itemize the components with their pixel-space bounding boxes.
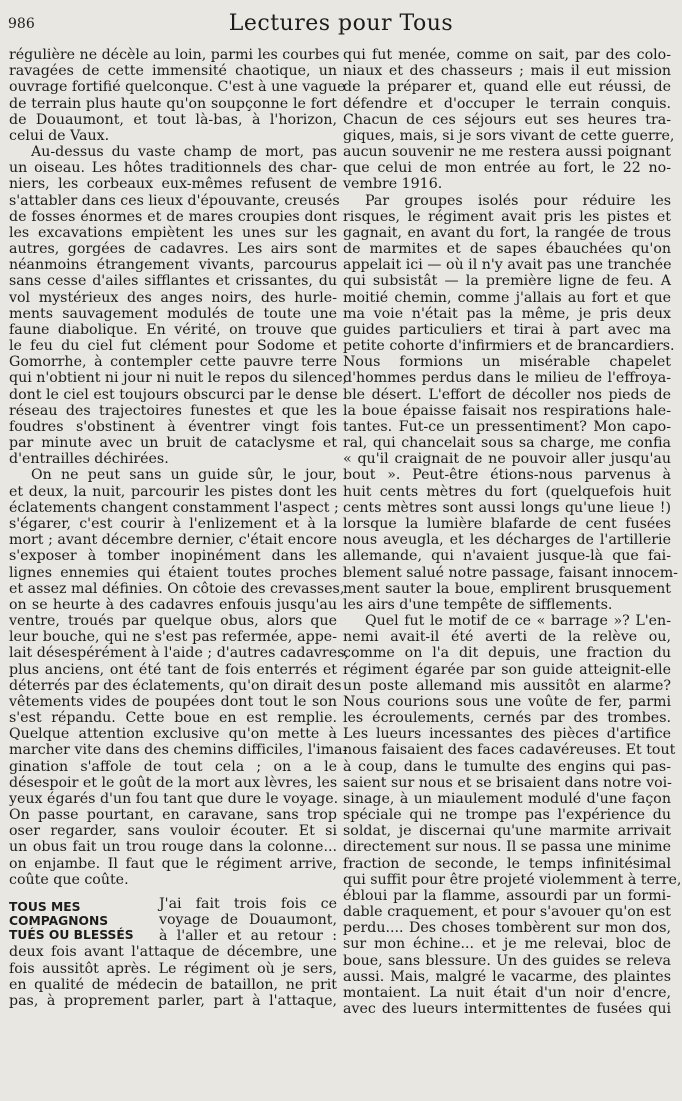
text-line: de Douaumont, et tout là-bas, à l'horizon, (9, 111, 337, 128)
text-line: Gomorrhe, à contempler cette pauvre terre (9, 354, 337, 371)
text-line: boue, sans blessure. Un des guides se releva (343, 952, 671, 969)
right-column (343, 47, 682, 1018)
text-line: oser regarder, sans vouloir écouter. Et si (9, 823, 337, 840)
text-line: qui suffit pour être projeté violemment à terre, (343, 871, 682, 888)
text-line: Nous formions un misérable chapelet (343, 354, 671, 371)
text-line: guides particuliers et tirai à part avec ma (343, 321, 671, 338)
text-line: néanmoins étrangement vivants, parcourus (9, 257, 337, 274)
text-line: blement salué notre passage, faisant innocem- (343, 564, 678, 581)
text-line: fraction de seconde, le temps infinitésimal (343, 855, 671, 872)
text-line: et assez mal définies. On côtoie des crevasses, (9, 580, 345, 597)
text-line: et deux, la nuit, parcourir les pistes dont les (9, 483, 337, 500)
text-line: ouvrage fortifié quelconque. C'est à une vague (9, 79, 346, 96)
text-line: s'égarer, c'est courir à l'enlizement et à la (9, 515, 337, 532)
text-line: s'est répandu. Cette boue en est remplie. (9, 710, 337, 727)
text-line: niaux et des chasseurs ; mais il eut mission (343, 63, 671, 80)
text-line: deux fois avant l'attaque de décembre, une (9, 944, 337, 961)
text-line: mort ; avant décembre dernier, c'était encore (9, 532, 337, 549)
text-line: ral, qui chancelait sous sa charge, me confia (343, 435, 671, 452)
text-line: avec des lueurs intermittentes de fusées qui (343, 1001, 671, 1018)
text-line: de terrain plus haute qu'on soupçonne le fort (9, 95, 337, 112)
text-line: gagnait, en avant du fort, la rangée de trous (343, 224, 671, 241)
left-column (9, 47, 349, 1009)
text-line: J'ai fait trois fois ce (159, 895, 337, 912)
text-line: directement sur nous. Il se passa une minime (343, 839, 671, 856)
text-line: aucun souvenir ne me restera aussi poignant (343, 144, 671, 161)
text-line: Nous courions sous une voûte de fer, parmi (343, 693, 671, 710)
text-line: réseau des trajectoires funestes et que les (9, 402, 337, 419)
text-line: perdu.... Des choses tombèrent sur mon dos, (343, 920, 671, 937)
text-line: spéciale qui ne trompe pas l'expérience du (343, 807, 671, 824)
text-line: ventre, troués par quelque obus, alors que (9, 613, 337, 630)
text-line: leur bouche, qui ne s'est pas refermée, appe- (9, 629, 337, 646)
page-number: 986 (8, 16, 35, 32)
text-line: allemande, qui n'avaient jusque-là que fai- (343, 548, 671, 565)
text-line: plus anciens, ont été tant de fois enterrés et (9, 661, 337, 678)
text-line: d'entrailles déchirées. (9, 451, 169, 468)
text-line: faune diabolique. En vérité, on trouve que (9, 321, 337, 338)
text-line: un poste allemand mis aussitôt en alarme? (343, 677, 671, 694)
text-line: dont le ciel est toujours obscurci par le dense (9, 386, 338, 403)
text-line: le feu du ciel fut clément pour Sodome et (9, 338, 337, 355)
text-line: petite cohorte d'infirmiers et de brancardiers. (343, 338, 675, 355)
text-line: celui de Vaux. (9, 127, 110, 144)
text-line: vembre 1916. (343, 176, 443, 193)
text-line: nous aveugla, et les décharges de l'artillerie (343, 532, 671, 549)
text-line: marcher vite dans des chemins difficiles, l'ima- (9, 742, 348, 759)
text-line: ravagées de cette immensité chaotique, un (9, 63, 337, 80)
text-line: giques, mais, si je sors vivant de cette guerre, (343, 127, 675, 144)
left-column-body (9, 47, 349, 888)
text-line: un oiseau. Les hôtes traditionnels des char- (9, 160, 337, 177)
text-line: régiment égarée par son guide atteignit-elle (343, 661, 671, 678)
text-line: à l'aller et au retour : (159, 928, 337, 945)
text-line: lait désespérément à l'aide ; d'autres cadavres, (9, 645, 349, 662)
text-line: lorsque la lumière blafarde de cent fusées (343, 515, 671, 532)
text-line: montaient. La nuit était d'un noir d'encre, (343, 984, 671, 1001)
text-line: ments sauvagement modulés de toute une (9, 305, 337, 322)
text-line: désespoir et le goût de la mort aux lèvres, les (9, 774, 338, 791)
text-line: lignes ennemies qui étaient toutes proches (9, 564, 337, 581)
text-line: on se heurte à des cadavres enfouis jusqu'au (9, 596, 337, 613)
text-line: de marmites et de sapes ébauchées qu'on (343, 241, 671, 258)
text-line: coûte que coûte. (9, 871, 129, 888)
text-line: que celui de mon entrée au fort, le 22 no- (343, 160, 671, 177)
text-line: les airs d'une tempête de sifflements. (343, 596, 613, 613)
left-column-tail (9, 944, 337, 1009)
text-line: risques, le régiment avait pris les pistes et (343, 208, 671, 225)
text-line: foudres s'obstinent à éventrer vingt fois (9, 418, 337, 435)
running-title: Lectures pour Tous (228, 11, 454, 36)
text-line: niers, les corbeaux eux-mêmes refusent de (9, 176, 337, 193)
text-line: huit cents mètres du fort (quelquefois huit (343, 483, 671, 500)
text-line: Quelque attention exclusive qu'on mette à (9, 726, 337, 743)
text-line: régulière ne décèle au loin, parmi les courbes (9, 47, 340, 63)
text-line: qui n'obtient ni jour ni nuit le repos du silence, (9, 370, 348, 387)
text-line: la boue épaisse faisait nos respirations hale- (343, 402, 671, 419)
text-line: on enjambe. Il faut que le régiment arrive, (9, 855, 337, 872)
text-line: Quel fut le motif de ce « barrage »? L'en- (365, 613, 671, 630)
text-line: éclatements changent constamment l'aspect ; (9, 499, 339, 516)
section-side-heading-block (9, 896, 337, 945)
text-line: On passe pourtant, en caravane, sans trop (9, 807, 337, 824)
text-line: ébloui par la flamme, assourdi par un formi- (343, 887, 671, 904)
text-line: tantes. Fut-ce un pressentiment? Mon capo- (343, 418, 671, 435)
text-line: moitié chemin, comme j'allais au fort et que (343, 289, 671, 306)
right-column-body (343, 47, 682, 1018)
text-line: « qu'il craignait de ne pouvoir aller jusqu'au (343, 451, 671, 468)
text-line: s'exposer à tomber inopinément dans les (9, 548, 337, 565)
text-line: yeux égarés d'un fou tant que dure le voyage. (9, 790, 339, 807)
text-line: de fosses énormes et de mares croupies dont (9, 208, 337, 225)
text-line: Par groupes isolés pour réduire les (365, 192, 671, 209)
text-line: bout ». Peut-être étions-nous parvenus à (343, 467, 671, 484)
text-line: ble désert. L'effort de décoller nos pieds de (343, 386, 671, 403)
text-line: à coup, dans le tumulte des engins qui pas- (343, 758, 671, 775)
page-header (0, 0, 682, 40)
text-line: pas, à proprement parler, part à l'attaque, (9, 992, 337, 1009)
text-line: un obus fait un trou rouge dans la colonne... (9, 839, 337, 856)
text-line: nemi avait-il été averti de la relève ou, (343, 629, 671, 646)
text-line: gination s'affole de tout cela ; on a le (9, 758, 337, 775)
text-line: saient sur nous et se brisaient dans notre voi- (343, 774, 672, 791)
text-line: vêtements vides de poupées dont tout le son (9, 693, 337, 710)
text-line: cents mètres sont aussi longs qu'une lieue !) (343, 499, 671, 516)
text-line: de la préparer et, quand elle eut réussi, de (343, 79, 671, 96)
text-line: par minute avec un bruit de cataclysme et (9, 435, 337, 452)
text-line: On ne peut sans un guide sûr, le jour, (31, 467, 337, 484)
text-line: autres, gorgées de cadavres. Les airs sont (9, 241, 337, 258)
text-line: comme on l'a dit depuis, une fraction du (343, 645, 671, 662)
text-line: déterrés par des éclatements, qu'on dirait des (9, 677, 342, 694)
text-line: appelait ici — où il n'y avait pas une tranchée (343, 257, 672, 274)
text-line: en qualité de médecin de bataillon, ne prit (9, 976, 337, 993)
text-line: soldat, je discernai qu'une marmite arrivait (343, 823, 671, 840)
text-line: d'hommes perdus dans le milieu de l'effroya- (343, 370, 671, 387)
text-line: nous faisaient des faces cadavéreuses. Et tout (343, 742, 676, 759)
text-line: sinage, à un miaulement modulé d'une façon (343, 790, 671, 807)
text-line: les excavations empiètent les unes sur les (9, 224, 337, 241)
text-line: ment sauter la boue, emplirent brusquement (343, 580, 671, 597)
text-line: sur mon échine... et je me relevai, bloc de (343, 936, 671, 953)
text-line: fois aussitôt après. Le régiment où je sers, (9, 960, 337, 977)
text-line: sans cesse d'ailes sifflantes et crissantes, du (9, 273, 337, 290)
section-side-heading: TOUS MES COMPAGNONS TUÉS OU BLESSÉS (9, 899, 134, 942)
text-line: les écroulements, cernés par des trombes. (343, 710, 671, 727)
text-line: défendre et d'occuper le terrain conquis. (343, 95, 671, 112)
text-line: qui subsistât — la première ligne de feu. A (343, 273, 671, 290)
text-line: dable craquement, et pour s'avouer qu'on est (343, 904, 671, 921)
text-line: aussi. Mais, malgré le vacarme, des plaintes (343, 968, 671, 985)
text-line: vol mystérieux des anges noirs, des hurle- (9, 289, 337, 306)
text-line: Les lueurs incessantes des pièces d'artifice (343, 726, 671, 743)
text-line: Chacun de ces séjours eut ses heures tra- (343, 111, 671, 128)
text-line: voyage de Douaumont, (159, 912, 337, 929)
text-line: s'attabler dans ces lieux d'épouvante, creusés (9, 192, 340, 209)
text-line: Au-dessus du vaste champ de mort, pas (31, 144, 337, 161)
text-line: ma voie n'était pas la même, je pris deux (343, 305, 671, 322)
text-line: qui fut menée, comme on sait, par des colo- (343, 47, 671, 63)
